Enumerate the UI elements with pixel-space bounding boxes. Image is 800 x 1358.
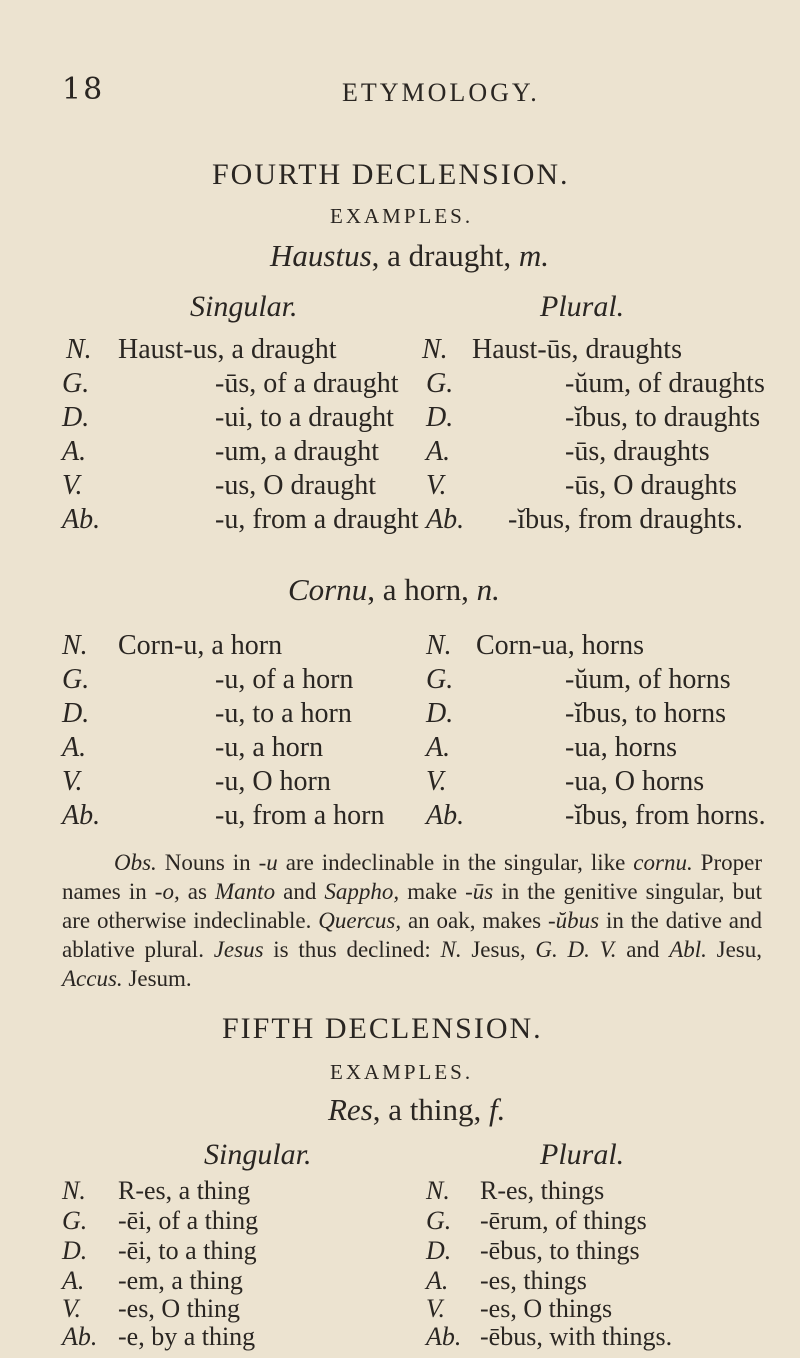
plural-label: Plural. — [540, 290, 625, 323]
case-label: G. — [62, 368, 90, 399]
singular-form: -ēi, of a thing — [118, 1206, 259, 1235]
singular-form: -u, to a horn — [215, 698, 352, 729]
singular-form: -u, of a horn — [215, 664, 354, 695]
case-label: N. — [62, 630, 88, 661]
case-label: V. — [426, 470, 447, 501]
case-label: N. — [66, 334, 92, 365]
case-label: D. — [62, 1236, 88, 1265]
section-title-fifth: FIFTH DECLENSION. — [222, 1012, 543, 1045]
singular-form: Corn-u, a horn — [118, 630, 283, 661]
case-label: Ab. — [62, 1322, 98, 1351]
singular-form: -u, from a horn — [215, 800, 385, 831]
singular-form: -e, by a thing — [118, 1322, 256, 1351]
case-label: N. — [422, 334, 448, 365]
singular-label: Singular. — [190, 290, 298, 323]
case-label: G. — [426, 1206, 452, 1235]
plural-form: -ua, horns — [565, 732, 677, 763]
singular-form: -us, O draught — [215, 470, 376, 501]
case-label: D. — [62, 698, 90, 729]
case-label: Ab. — [426, 800, 465, 831]
plural-form: -es, things — [480, 1266, 587, 1295]
singular-form: -ui, to a draught — [215, 402, 394, 433]
running-title: ETYMOLOGY. — [342, 78, 540, 107]
case-label: Ab. — [62, 504, 101, 535]
case-label: G. — [426, 664, 454, 695]
section-title-fourth: FOURTH DECLENSION. — [212, 158, 570, 191]
case-label: D. — [426, 402, 454, 433]
plural-form: -ĭbus, to horns — [565, 698, 726, 729]
singular-form: -ūs, of a draught — [215, 368, 399, 399]
plural-form: -ŭum, of horns — [565, 664, 731, 695]
plural-form: -ĭbus, to draughts — [565, 402, 761, 433]
plural-form: -ūs, draughts — [565, 436, 710, 467]
plural-form: -ŭum, of draughts — [565, 368, 765, 399]
plural-form: -ĭbus, from horns. — [565, 800, 766, 831]
case-label: V. — [62, 766, 83, 797]
singular-form: Haust-us, a draught — [118, 334, 337, 365]
headword-cornu: Cornu, a horn, n. — [288, 572, 500, 607]
case-label: G. — [62, 664, 90, 695]
page-number: 18 — [62, 72, 105, 107]
plural-form: -ēbus, to things — [480, 1236, 640, 1265]
singular-form: -u, from a draught — [215, 504, 419, 535]
case-label: V. — [426, 1294, 446, 1323]
case-label: A. — [426, 436, 451, 467]
plural-form: R-es, things — [480, 1176, 605, 1205]
headword-res: Res, a thing, f. — [328, 1092, 506, 1127]
case-label: N. — [426, 1176, 450, 1205]
case-label: N. — [62, 1176, 86, 1205]
plural-form: -es, O things — [480, 1294, 613, 1323]
case-label: Ab. — [426, 1322, 462, 1351]
plural-form: -ua, O horns — [565, 766, 705, 797]
singular-form: -em, a thing — [118, 1266, 243, 1295]
case-label: A. — [62, 732, 87, 763]
plural-form: Corn-ua, horns — [476, 630, 644, 661]
case-label: D. — [62, 402, 90, 433]
plural-form: -ūs, O draughts — [565, 470, 737, 501]
case-label: Ab. — [62, 800, 101, 831]
plural-form: -ēbus, with things. — [480, 1322, 673, 1351]
singular-form: -um, a draught — [215, 436, 380, 467]
case-label: N. — [426, 630, 452, 661]
case-label: V. — [62, 1294, 82, 1323]
examples-label-fifth: EXAMPLES. — [330, 1060, 474, 1084]
singular-form: R-es, a thing — [118, 1176, 251, 1205]
observation-paragraph: Obs. Nouns in -u are indeclinable in the singular, like cornu. Proper names in -o, as Manto and Sappho, make -ūs in the genitive singular, but are otherwise indeclinable. Quercus, an oak, makes -ŭbus in the dative and ablative plural. Jesus is thus declined: N. Jesus, G. D. V. and Abl. Jesu, Accus. Jesum. — [62, 850, 762, 991]
case-label: A. — [62, 436, 87, 467]
case-label: A. — [62, 1266, 85, 1295]
case-label: D. — [426, 1236, 452, 1265]
case-label: V. — [426, 766, 447, 797]
case-label: D. — [426, 698, 454, 729]
case-label: A. — [426, 1266, 449, 1295]
singular-form: -u, a horn — [215, 732, 324, 763]
case-label: V. — [62, 470, 83, 501]
singular-form: -es, O thing — [118, 1294, 241, 1323]
plural-form: -ērum, of things — [480, 1206, 647, 1235]
examples-label-fourth: EXAMPLES. — [330, 204, 474, 228]
plural-label: Plural. — [540, 1138, 625, 1171]
plural-form: Haust-ūs, draughts — [472, 334, 682, 365]
singular-form: -u, O horn — [215, 766, 331, 797]
singular-form: -ēi, to a thing — [118, 1236, 257, 1265]
case-label: G. — [62, 1206, 88, 1235]
case-label: Ab. — [426, 504, 465, 535]
singular-label: Singular. — [204, 1138, 312, 1171]
case-label: G. — [426, 368, 454, 399]
plural-form: -ĭbus, from draughts. — [508, 504, 743, 535]
headword-haustus: Haustus, a draught, m. — [270, 238, 549, 273]
case-label: A. — [426, 732, 451, 763]
